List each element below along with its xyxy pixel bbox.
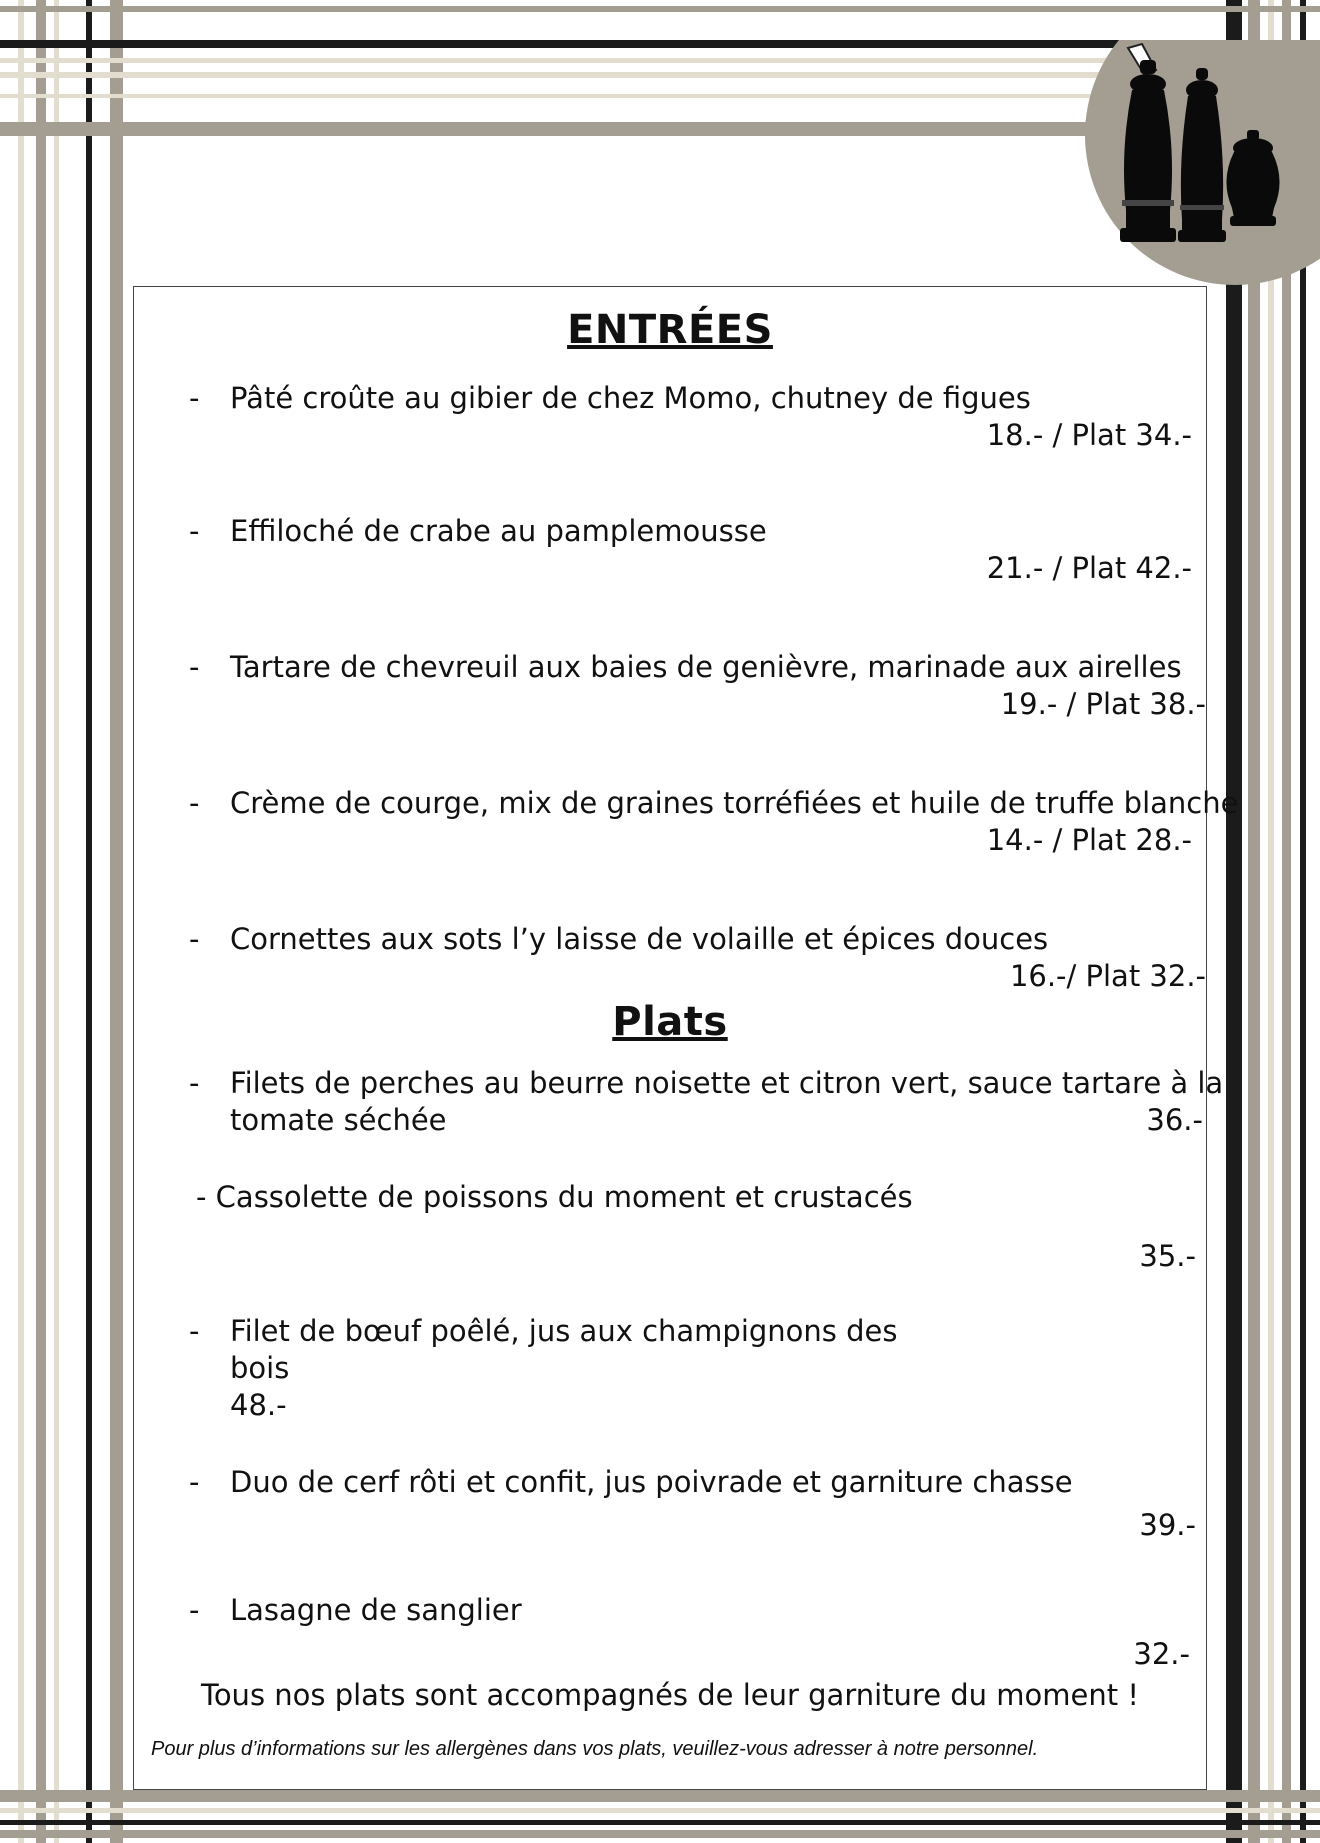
entree-price: 16.-/ Plat 32.- [1009, 959, 1206, 993]
entree-price: 18.- / Plat 34.- [986, 418, 1192, 452]
entree-name: Cornettes aux sots l’y laisse de volaille et épices douces [230, 922, 1049, 956]
plat-price: 32.- [1133, 1637, 1190, 1671]
plat-name: Duo de cerf rôti et confit, jus poivrade et garniture chasse [230, 1465, 1073, 1499]
menu-card: ENTRÉES - Pâté croûte au gibier de chez Momo, chutney de figues 18.- / Plat 34.- - Effiloché de crabe au pamplemousse 21.- / Plat 42.- - Tartare de chevreuil aux baies de genièvre, marinade aux airelles 19.- / Plat 38.- - Crème de courge, mix de graines torréfiées et huile de truffe blanche 14.- / Plat 28.- - Cornettes aux sots l’y laisse de volaille et épices douces 16.-/ Plat 32.- Plats - Filets de perches au beurre noisette et citron vert, sauce tartare à la tomate séchée 36.- - Cassolette de poissons du moment et crustacés 35.- - Filet de bœuf poêlé, jus aux champignons des bois 48.- - Duo de cerf rôti et confit, jus poivrade et garniture chasse 39.- - Lasagne de sanglier 32.- Tous nos plats sont accompagnés de leur garniture du moment ! Pour plus d’informations sur les allergènes dans vos plats, veuillez-vous adresser à notre personnel. [133, 286, 1207, 1790]
plat-price: 48.- [230, 1388, 287, 1422]
entree-name: Crème de courge, mix de graines torréfiées et huile de truffe blanche [230, 786, 1239, 820]
entree-price: 14.- / Plat 28.- [986, 823, 1192, 857]
plat-name: - Cassolette de poissons du moment et crustacés [196, 1180, 913, 1214]
plat-name-line2: bois [230, 1351, 290, 1385]
allergen-notice: Pour plus d’informations sur les allergènes dans vos plats, veuillez-vous adresser à notre personnel. [151, 1738, 1039, 1760]
plats-title: Plats [612, 999, 728, 1045]
entree-price: 19.- / Plat 38.- [1000, 687, 1206, 721]
entree-price: 21.- / Plat 42.- [986, 551, 1192, 585]
plat-name: Lasagne de sanglier [230, 1593, 522, 1627]
plat-name-line2: tomate séchée [230, 1103, 447, 1137]
plat-price: 35.- [1139, 1239, 1196, 1273]
pepper-mill-salt-shaker-icon [1060, 40, 1320, 310]
entree-name: Effiloché de crabe au pamplemousse [230, 514, 767, 548]
plat-price: 36.- [1146, 1103, 1203, 1137]
plat-name-line1: Filet de bœuf poêlé, jus aux champignons des [230, 1314, 898, 1348]
entrees-title: ENTRÉES [567, 307, 773, 353]
entree-name: Pâté croûte au gibier de chez Momo, chutney de figues [230, 381, 1031, 415]
garniture-note: Tous nos plats sont accompagnés de leur garniture du moment ! [201, 1678, 1139, 1712]
entree-name: Tartare de chevreuil aux baies de genièvre, marinade aux airelles [230, 650, 1182, 684]
plat-price: 39.- [1139, 1508, 1196, 1542]
plat-name-line1: Filets de perches au beurre noisette et citron vert, sauce tartare à la [230, 1066, 1224, 1100]
